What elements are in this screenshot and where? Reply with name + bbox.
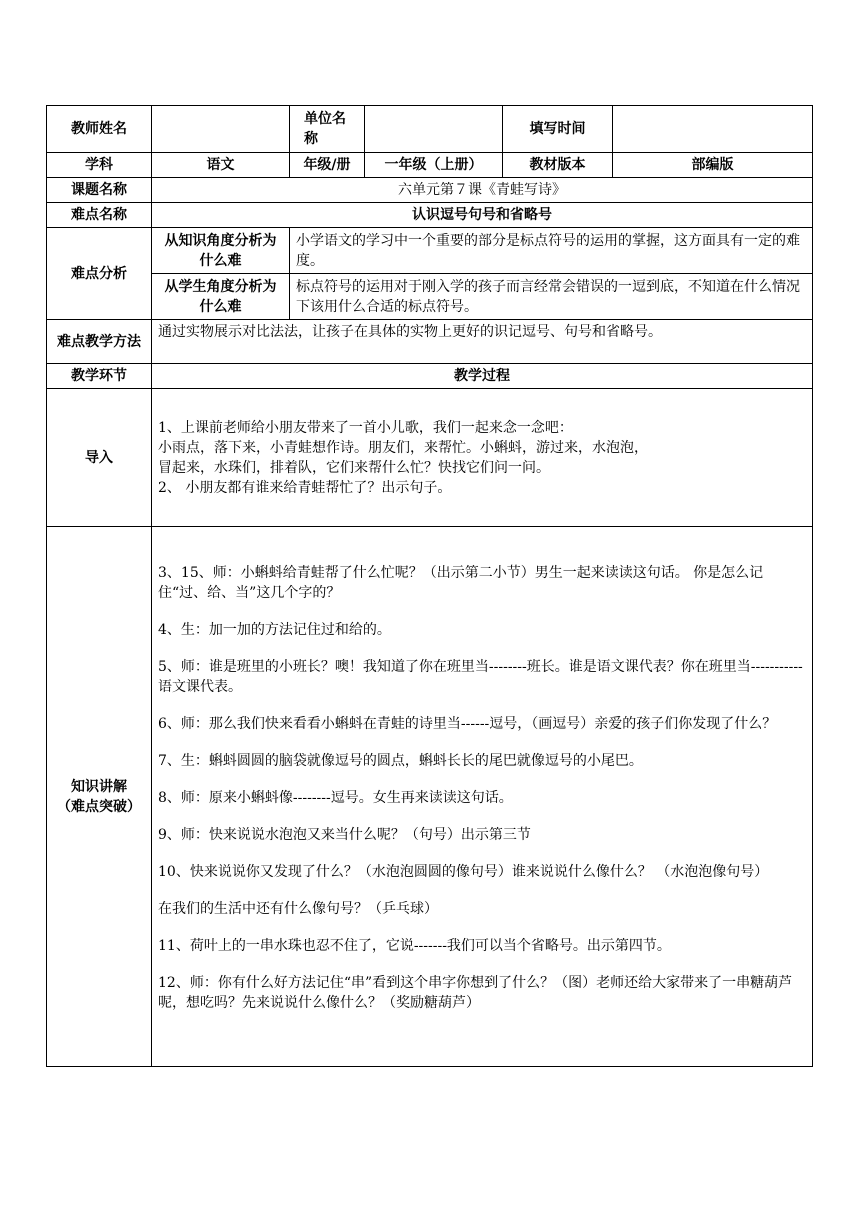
knowledge-line: 10、快来说说你又发现了什么？（水泡泡圆圆的像句号）谁来说说什么像什么？ （水泡泡像句号） (158, 864, 769, 880)
subject-row (47, 153, 813, 178)
knowledge-angle-label: 从知识角度分析为什么难 (152, 228, 290, 274)
student-angle-text: 标点符号的运用对于刚入学的孩子而言经常会错误的一逗到底，不知道在什么情况下该用什么合适的标点符号。 (290, 274, 813, 320)
grade-value: 一年级（上册） (365, 153, 503, 178)
method-row (47, 320, 813, 364)
topic-value: 六单元第７课《青蛙写诗》 (152, 178, 813, 203)
difficulty-row (47, 203, 813, 228)
knowledge-label (47, 527, 152, 1067)
knowledge-line: 4、生：加一加的方法记住过和给的。 (158, 622, 391, 638)
student-angle-label: 从学生角度分析为什么难 (152, 274, 290, 320)
knowledge-angle-text: 小学语文的学习中一个重要的部分是标点符号的运用的掌握，这方面具有一定的难度。 (290, 228, 813, 274)
fill-time-label: 填写时间 (503, 106, 613, 153)
unit-name-label: 单位名称 (290, 106, 365, 153)
intro-label: 导入 (47, 389, 152, 527)
method-label: 难点教学方法 (47, 320, 152, 364)
process-step-label: 教学环节 (47, 364, 152, 389)
lesson-plan-table (46, 105, 813, 1067)
grade-label: 年级/册 (290, 153, 365, 178)
knowledge-label-line1: 知识讲解 (71, 778, 127, 795)
subject-label: 学科 (47, 153, 152, 178)
knowledge-line: 12、师：你有什么好方法记住“串”看到这个串字你想到了什么？（图）老师还给大家带来了一串糖葫芦呢，想吃吗？先来说说什么像什么？（奖励糖葫芦） (158, 975, 793, 1011)
intro-line: 小雨点，落下来，小青蛙想作诗。朋友们，来帮忙。小蝌蚪，游过来，水泡泡， (158, 439, 648, 456)
method-text: 通过实物展示对比法法，让孩子在具体的实物上更好的识记逗号、句号和省略号。 (152, 320, 813, 364)
knowledge-content (152, 527, 813, 1067)
knowledge-line: 3、15、师：小蝌蚪给青蛙帮了什么忙呢？（出示第二小节）男生一起来读读这句话。 你是怎么记住“过、给、当”这几个字的？ (158, 565, 764, 601)
knowledge-line: 5、师：谁是班里的小班长？噢！我知道了你在班里当--------班长。谁是语文课代表？你在班里当-----------语文课代表。 (158, 659, 803, 695)
knowledge-line: 11、荷叶上的一串水珠也忍不住了，它说-------我们可以当个省略号。出示第四节。 (158, 938, 671, 954)
knowledge-line: 8、师：原来小蝌蚪像--------逗号。女生再来读读这句话。 (158, 790, 513, 806)
intro-row (47, 389, 813, 527)
teacher-name-value (152, 106, 290, 153)
analysis-row-knowledge (47, 228, 813, 274)
topic-row (47, 178, 813, 203)
difficulty-label: 难点名称 (47, 203, 152, 228)
knowledge-line: 在我们的生活中还有什么像句号？（乒乓球） (158, 901, 438, 917)
analysis-row-student (47, 274, 813, 320)
process-label: 教学过程 (152, 364, 813, 389)
knowledge-line: 9、师：快来说说水泡泡又来当什么呢？（句号）出示第三节 (158, 827, 531, 843)
intro-line: 2、 小朋友都有谁来给青蛙帮忙了？出示句子。 (158, 479, 452, 496)
difficulty-value: 认识逗号句号和省略号 (152, 203, 813, 228)
header-row (47, 106, 813, 153)
knowledge-row (47, 527, 813, 1067)
process-header-row (47, 364, 813, 389)
fill-time-value (613, 106, 813, 153)
textbook-value: 部编版 (613, 153, 813, 178)
knowledge-line: 7、生：蝌蚪圆圆的脑袋就像逗号的圆点，蝌蚪长长的尾巴就像逗号的小尾巴。 (158, 753, 643, 769)
intro-content (152, 389, 813, 527)
textbook-label: 教材版本 (503, 153, 613, 178)
subject-value: 语文 (152, 153, 290, 178)
knowledge-label-line2: （难点突破） (57, 798, 141, 815)
unit-name-value (365, 106, 503, 153)
intro-line: 1、上课前老师给小朋友带来了一首小儿歌，我们一起来念一念吧： (158, 419, 573, 436)
topic-label: 课题名称 (47, 178, 152, 203)
analysis-label: 难点分析 (47, 228, 152, 320)
teacher-name-label: 教师姓名 (47, 106, 152, 153)
knowledge-line: 6、师：那么我们快来看看小蝌蚪在青蛙的诗里当------逗号，（画逗号）亲爱的孩子们你发现了什么？ (158, 716, 777, 732)
intro-line: 冒起来，水珠们，排着队，它们来帮什么忙？快找它们问一问。 (158, 459, 550, 476)
